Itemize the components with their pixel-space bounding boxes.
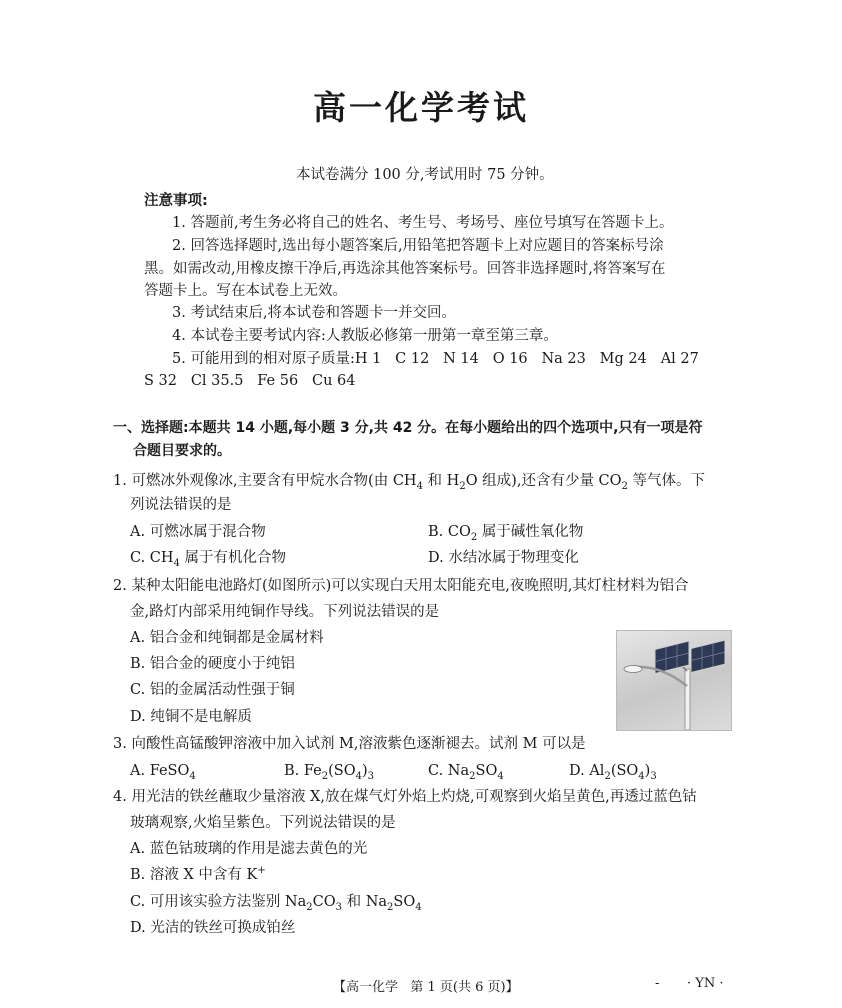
- q4-option-b: [130, 865, 266, 885]
- q3-option-b: [284, 761, 374, 781]
- q2-stem-line-1: 2. 某种太阳能电池路灯(如图所示)可以实现白天用太阳能充电,夜晚照明,其灯柱材料为铝合: [113, 578, 689, 594]
- q1-option-c: [130, 548, 286, 568]
- note-2-line-1: 2. 回答选择题时,选出每小题答案后,用铅笔把答题卡上对应题目的答案标号涂: [172, 238, 664, 254]
- q4-option-c-part-c: 和 Na: [341, 894, 388, 910]
- subscript: 2: [306, 901, 313, 913]
- page-title: 高一化学考试: [313, 88, 529, 127]
- q3-option-b-part-c: ): [361, 763, 368, 779]
- q4-option-c-part-d: SO: [393, 894, 416, 910]
- q4-stem-line-1: 4. 用光洁的铁丝蘸取少量溶液 X,放在煤气灯外焰上灼烧,可观察到火焰呈黄色,再透过蓝色钴: [113, 789, 697, 805]
- q1-stem-line-1: [113, 471, 705, 491]
- q1-option-b-part-a: B. CO: [428, 524, 471, 540]
- subscript: 4: [355, 770, 362, 782]
- q1-stem-line-2: 列说法错误的是: [130, 497, 232, 513]
- q3-option-b-part-a: B. Fe: [284, 763, 322, 779]
- q3-option-a: [130, 761, 196, 781]
- q1-stem-part-a: 1. 可燃冰外观像冰,主要含有甲烷水合物(由 CH: [113, 473, 417, 489]
- solar-panel-right: [691, 640, 725, 672]
- q3-option-d-part-a: D. Al: [569, 763, 605, 779]
- q2-stem-line-2: 金,路灯内部采用纯铜作导线。下列说法错误的是: [130, 604, 440, 620]
- subscript: 2: [459, 480, 466, 492]
- q3-option-d-part-c: ): [644, 763, 651, 779]
- subscript: 3: [335, 901, 342, 913]
- subscript: 2: [321, 770, 329, 782]
- footer-code: · YN ·: [687, 976, 724, 991]
- q1-stem-part-c: O 组成),还含有少量 CO: [465, 473, 622, 489]
- subscript: 4: [416, 480, 423, 492]
- subscript: 4: [189, 770, 196, 782]
- q4-option-b-part-a: B. 溶液 X 中含有 K: [130, 867, 258, 883]
- note-3: 3. 考试结束后,将本试卷和答题卡一并交回。: [172, 305, 457, 321]
- q2-option-a: A. 铝合金和纯铜都是金属材料: [130, 630, 324, 646]
- note-5-line-2: S 32 Cl 35.5 Fe 56 Cu 64: [144, 373, 356, 389]
- solar-street-light-illustration: [617, 631, 731, 730]
- q3-option-c-part-a: C. Na: [428, 763, 470, 779]
- q1-option-c-part-b: 属于有机化合物: [179, 550, 287, 566]
- light-pole: [685, 669, 690, 730]
- exam-subtitle: 本试卷满分 100 分,考试用时 75 分钟。: [296, 167, 554, 183]
- q4-option-c-part-b: CO: [312, 894, 336, 910]
- note-2-line-3: 答题卡上。写在本试卷上无效。: [144, 283, 347, 299]
- q4-stem-line-2: 玻璃观察,火焰呈紫色。下列说法错误的是: [130, 815, 396, 831]
- q4-option-c: [130, 892, 422, 912]
- q4-option-c-part-a: C. 可用该实验方法鉴别 Na: [130, 894, 307, 910]
- section-heading-line-1: 一、选择题:本题共 14 小题,每小题 3 分,共 42 分。在每小题给出的四个选项中,只有一项是符: [113, 420, 703, 436]
- q1-stem-part-b: 和 H: [422, 473, 460, 489]
- subscript: 3: [650, 770, 657, 782]
- note-5-line-1: 5. 可能用到的相对原子质量:H 1 C 12 N 14 O 16 Na 23 Mg 24 Al 27: [172, 351, 699, 367]
- subscript: 4: [415, 901, 422, 913]
- q3-option-d-part-b: (SO: [610, 763, 639, 779]
- note-2-line-2: 黑。如需改动,用橡皮擦干净后,再选涂其他答案标号。回答非选择题时,将答案写在: [144, 261, 666, 277]
- solar-street-light-image: [616, 630, 732, 731]
- q3-stem: 3. 向酸性高锰酸钾溶液中加入试剂 M,溶液紫色逐渐褪去。试剂 M 可以是: [113, 736, 586, 752]
- q3-option-c-part-b: SO: [475, 763, 498, 779]
- q1-option-d: D. 水结冰属于物理变化: [428, 550, 579, 566]
- notes-heading: 注意事项:: [144, 193, 208, 209]
- subscript: 4: [638, 770, 645, 782]
- note-1: 1. 答题前,考生务必将自己的姓名、考生号、考场号、座位号填写在答题卡上。: [172, 215, 674, 231]
- q1-stem-part-d: 等气体。下: [627, 473, 706, 489]
- q2-option-b: B. 铝合金的硬度小于纯铝: [130, 656, 295, 672]
- subscript: 3: [367, 770, 375, 782]
- q3-option-d: [569, 761, 657, 781]
- subscript: 2: [621, 480, 628, 492]
- q1-option-c-part-a: C. CH: [130, 550, 174, 566]
- footer-dash: -: [655, 976, 660, 991]
- subscript: 4: [173, 557, 180, 569]
- q1-option-b: [428, 522, 583, 542]
- subscript: 2: [387, 901, 394, 913]
- q4-option-d: D. 光洁的铁丝可换成铂丝: [130, 920, 296, 936]
- q1-option-a: A. 可燃冰属于混合物: [130, 524, 266, 540]
- subscript: 2: [470, 531, 478, 543]
- note-4: 4. 本试卷主要考试内容:人教版必修第一册第一章至第三章。: [172, 328, 558, 344]
- subscript: 4: [497, 770, 504, 782]
- q3-option-a-part-a: A. FeSO: [130, 763, 190, 779]
- q2-option-c: C. 铝的金属活动性强于铜: [130, 682, 295, 698]
- section-heading-line-2: 合题目要求的。: [133, 443, 231, 459]
- footer-page-info: 【高一化学 第 1 页(共 6 页)】: [333, 980, 519, 995]
- subscript: 2: [604, 770, 611, 782]
- q3-option-b-part-b: (SO: [328, 763, 356, 779]
- superscript: +: [257, 865, 266, 877]
- subscript: 2: [469, 770, 476, 782]
- q1-option-b-part-b: 属于碱性氧化物: [477, 524, 584, 540]
- q2-option-d: D. 纯铜不是电解质: [130, 709, 252, 725]
- q3-option-c: [428, 761, 504, 781]
- lamp-head: [624, 666, 642, 673]
- q4-option-a: A. 蓝色钴玻璃的作用是滤去黄色的光: [130, 841, 368, 857]
